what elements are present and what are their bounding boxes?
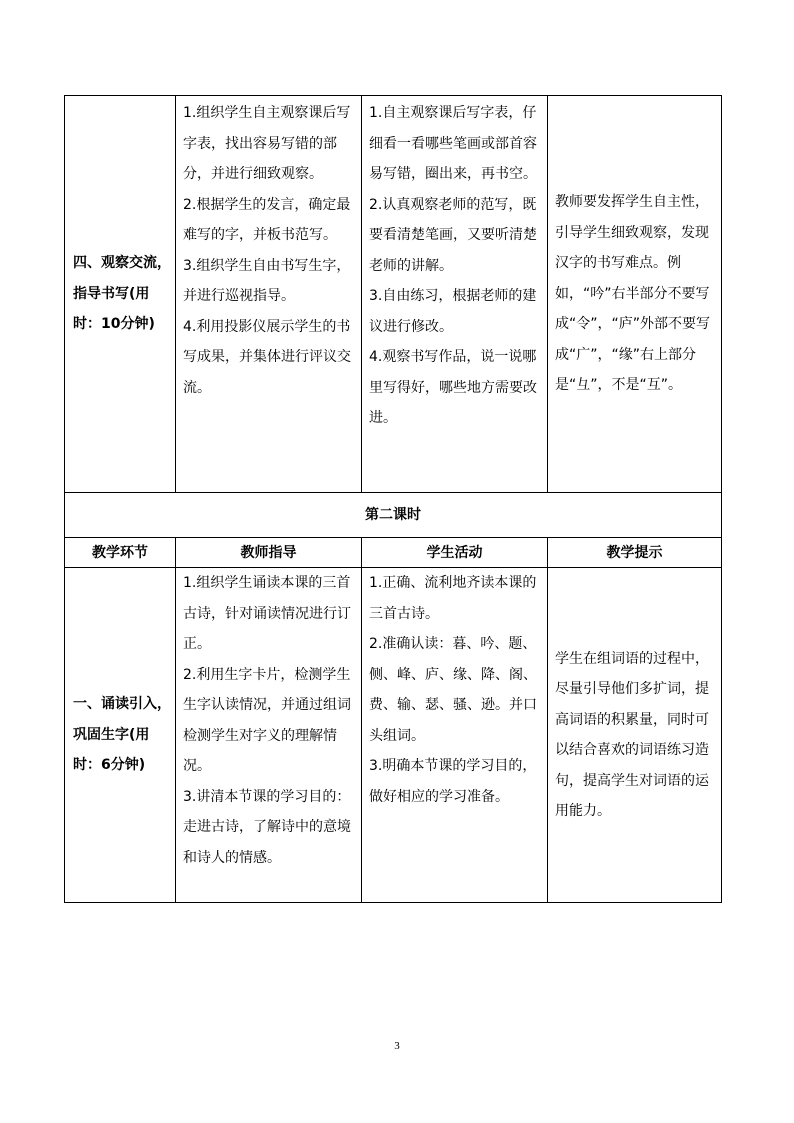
teacher-step-3: 3.讲清本节课的学习目的：走进古诗，了解诗中的意境和诗人的情感。 [183,788,351,866]
teacher-guidance-cell [176,96,362,493]
teacher-step-4: 4.利用投影仪展示学生的书写成果，并集体进行评议交流。 [183,318,351,396]
teacher-step-2: 2.利用生字卡片，检测学生生字认读情况，并通过组词检测学生对字义的理解情况。 [183,666,351,774]
teaching-tips-cell: 教师要发挥学生自主性，引导学生细致观察，发现汉字的书写难点。例如，“吟”右半部分不要写成“令”，“庐”外部不要写成“广”，“缘”右上部分是“彑”，不是“互”。 [548,96,722,493]
table-row-recite-intro [65,568,722,903]
table-header-row [65,538,722,568]
teacher-step-1: 1.组织学生诵读本课的三首古诗，针对诵读情况进行订正。 [183,575,351,652]
header-teacher: 教师指导 [176,538,362,568]
teacher-step-1: 1.组织学生自主观察课后写字表，找出容易写错的部分，并进行细致观察。 [183,105,351,182]
student-activity-cell [362,568,548,903]
student-step-1: 1.正确、流利地齐读本课的三首古诗。 [369,575,537,622]
student-step-4: 4.观察书写作品，说一说哪里写得好，哪些地方需要改进。 [369,349,537,426]
stage-cell-recite-intro: 一、诵读引入，巩固生字(用时：6分钟) [65,568,176,903]
header-student: 学生活动 [362,538,548,568]
student-step-2: 2.准确认读：暮、吟、题、侧、峰、庐、缘、降、阁、费、输、瑟、骚、逊。并口头组词。 [369,636,537,744]
header-tips: 教学提示 [548,538,722,568]
table-row-observe-write [65,96,722,493]
teacher-step-3: 3.组织学生自由书写生字，并进行巡视指导。 [183,257,351,304]
student-step-3: 3.明确本节课的学习目的，做好相应的学习准备。 [369,758,537,805]
session-title-row [65,493,722,538]
student-step-2: 2.认真观察老师的范写，既要看清楚笔画，又要听清楚老师的讲解。 [369,196,537,274]
teacher-guidance-cell [176,568,362,903]
student-activity-cell [362,96,548,493]
stage-cell-observe-write: 四、观察交流，指导书写(用时：10分钟) [65,96,176,493]
header-stage: 教学环节 [65,538,176,568]
student-step-1: 1.自主观察课后写字表，仔细看一看哪些笔画或部首容易写错，圈出来，再书空。 [369,105,537,182]
teaching-tips-cell: 学生在组词语的过程中，尽量引导他们多扩词，提高词语的积累量，同时可以结合喜欢的词语练习造句，提高学生对词语的运用能力。 [548,568,722,903]
teacher-step-2: 2.根据学生的发言，确定最难写的字，并板书范写。 [183,196,351,243]
lesson-plan-table [64,95,722,903]
page-number: 3 [394,1040,400,1052]
session-title: 第二课时 [65,493,722,538]
student-step-3: 3.自由练习，根据老师的建议进行修改。 [369,288,537,335]
